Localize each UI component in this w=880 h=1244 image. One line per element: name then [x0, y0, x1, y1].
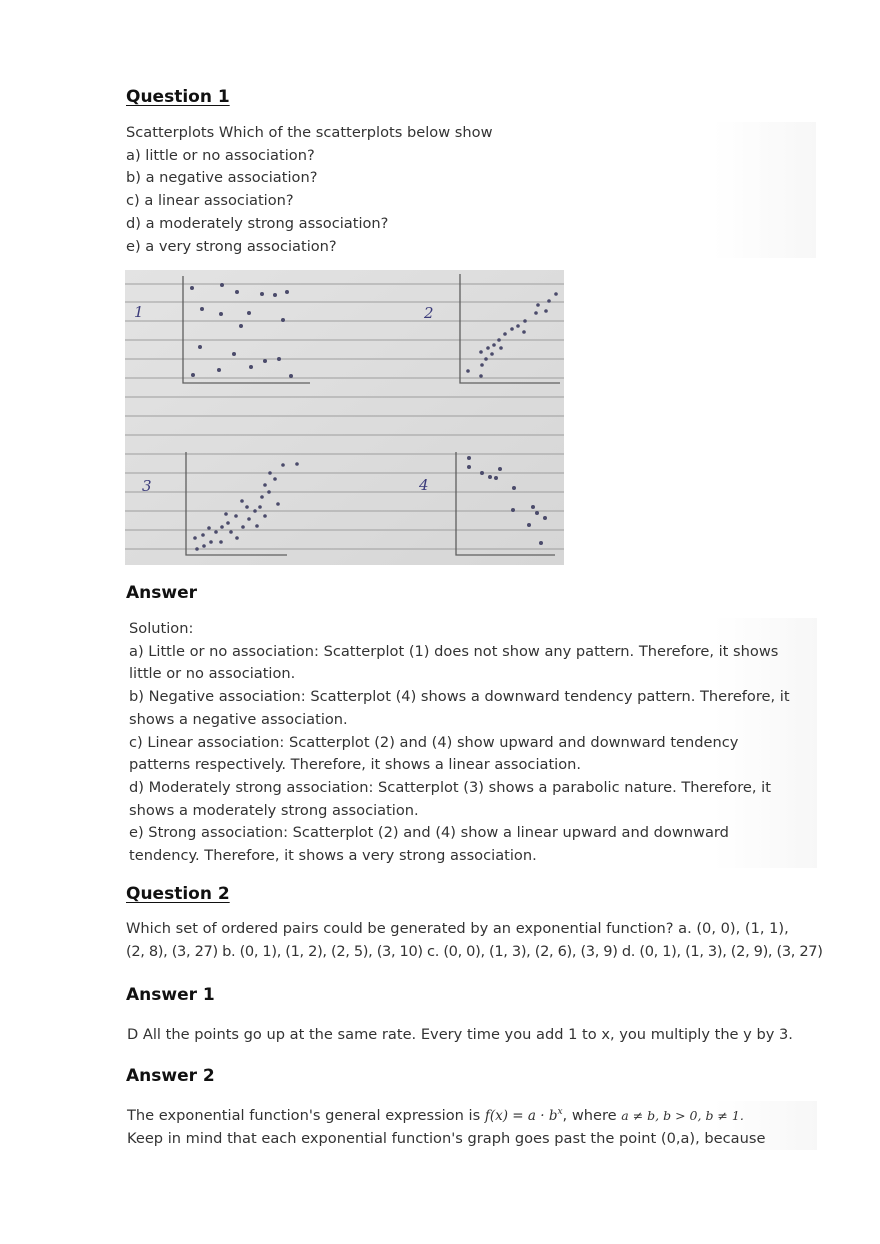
answer-2-middle: , where: [562, 1106, 622, 1124]
solution-line: d) Moderately strong association: Scatterplot (3) shows a parabolic nature. Therefore, it: [129, 778, 771, 796]
scatterplots-photo: [125, 270, 564, 565]
prompt-line: c) a linear association?: [126, 192, 294, 210]
plot-label-3: 3: [142, 477, 152, 495]
exponential-formula: f(x) = a · b: [484, 1107, 558, 1124]
question-1-heading: Question 1: [126, 87, 230, 107]
prompt-line: (2, 8), (3, 27) b. (0, 1), (1, 2), (2, 5), (3, 10) c. (0, 0), (1, 3), (2, 6), (3, 9) d. (0, 1), (1, 3), (2, 9), (3, 27): [126, 942, 823, 960]
prompt-line: b) a negative association?: [126, 169, 318, 187]
prompt-line: Scatterplots Which of the scatterplots below show: [126, 124, 493, 141]
prompt-line: Which set of ordered pairs could be generated by an exponential function? a. (0, 0), (1, 1),: [126, 920, 789, 937]
solution-line: shows a negative association.: [129, 710, 348, 728]
formula-exponent: x: [557, 1107, 563, 1117]
plot-label-2: 2: [424, 304, 434, 322]
answer-2-text-block: [127, 1101, 817, 1150]
solution-line: e) Strong association: Scatterplot (2) and (4) show a linear upward and downward: [129, 824, 729, 842]
question-1-prompt: [126, 122, 816, 258]
solution-line: shows a moderately strong association.: [129, 801, 419, 819]
question-2-prompt: [126, 918, 826, 963]
solution-line: b) Negative association: Scatterplot (4) shows a downward tendency pattern. Therefore, it: [129, 688, 790, 706]
formula-conditions: a ≠ b, b > 0, b ≠ 1.: [621, 1107, 744, 1123]
paper-background: [125, 270, 564, 565]
answer-1-text: D All the points go up at the same rate. Every time you add 1 to x, you multiply the y by 3.: [127, 1026, 793, 1043]
solution-line: little or no association.: [129, 665, 296, 683]
solution-line: c) Linear association: Scatterplot (2) and (4) show upward and downward tendency: [129, 733, 739, 751]
solution-line: patterns respectively. Therefore, it shows a linear association.: [129, 756, 582, 774]
answer-solution: [129, 618, 817, 868]
answer-2-heading: Answer 2: [126, 1066, 215, 1086]
answer-2-line-2: Keep in mind that each exponential function's graph goes past the point (0,a), because: [127, 1129, 766, 1147]
answer-1-heading: Answer 1: [126, 985, 215, 1005]
solution-line: a) Little or no association: Scatterplot (1) does not show any pattern. Therefore, it shows: [129, 642, 779, 660]
plot-label-1: 1: [134, 303, 144, 321]
solution-line: Solution:: [129, 620, 194, 637]
answer-2-line-1: [127, 1101, 817, 1128]
question-2-heading: Question 2: [126, 884, 230, 904]
solution-line: tendency. Therefore, it shows a very strong association.: [129, 847, 537, 865]
answer-heading: Answer: [126, 583, 197, 603]
prompt-line: a) little or no association?: [126, 146, 315, 164]
prompt-line: d) a moderately strong association?: [126, 214, 389, 232]
prompt-line: e) a very strong association?: [126, 237, 337, 255]
answer-1-text-block: [127, 1024, 817, 1047]
answer-2-prefix: The exponential function's general expression is: [127, 1106, 485, 1124]
plot-label-4: 4: [419, 476, 429, 494]
